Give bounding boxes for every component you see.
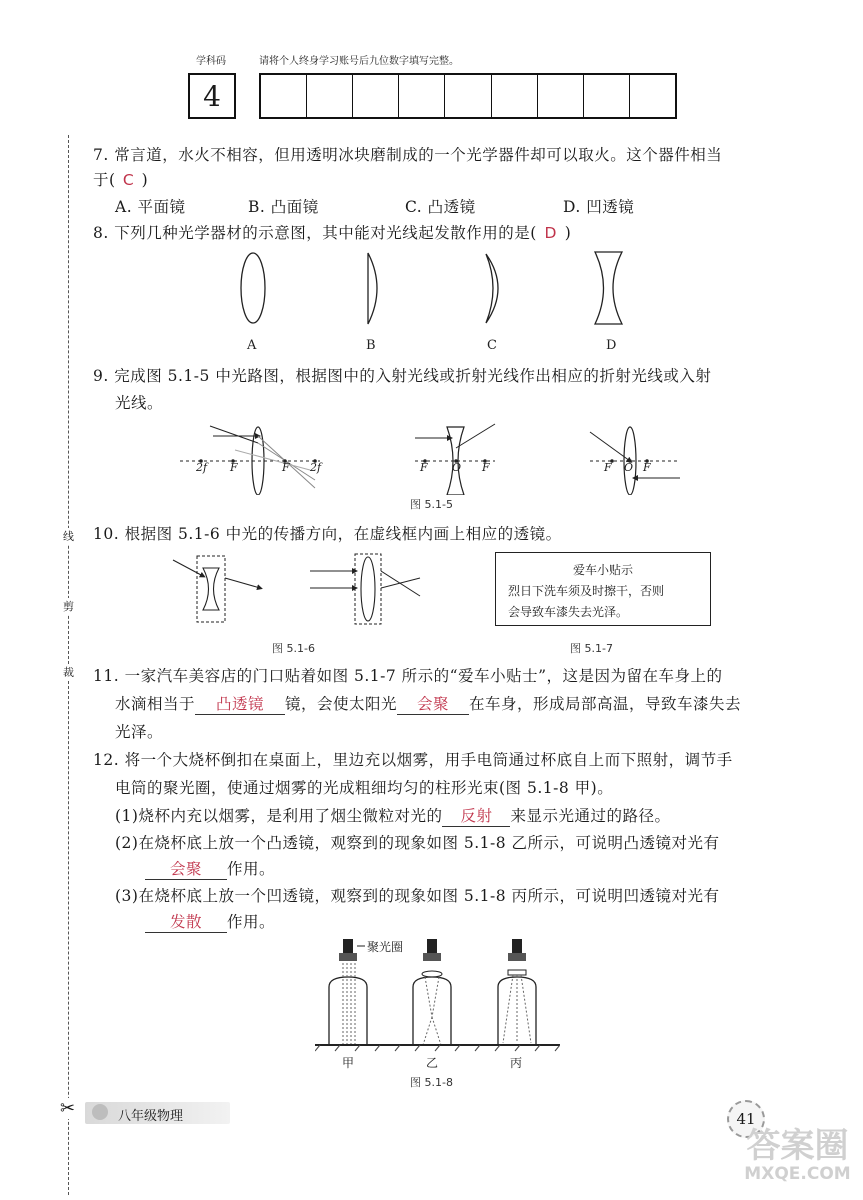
q10-text: 10. 根据图 5.1-6 中光的传播方向，在虚线框内画上相应的透镜。 xyxy=(93,525,562,543)
q12-part-2: (2)在烧杯底上放一个凸透镜，观察到的现象如图 5.1-8 乙所示，可说明凸透镜对光有 xyxy=(115,834,720,852)
header-instruction: 请将个人终身学习账号后九位数字填写完整。 xyxy=(259,56,459,67)
q9-label: F xyxy=(643,461,651,474)
page-number: 41 xyxy=(736,1110,756,1128)
q8-lens-figures xyxy=(220,248,640,330)
q8-label-a: A xyxy=(247,338,257,353)
q12-figure-caption: 图 5.1-8 xyxy=(410,1076,453,1089)
scissors-icon: ✂ xyxy=(60,1098,76,1119)
q12-part-2-answer: 会聚 作用。 xyxy=(145,857,275,880)
plano-convex-lens xyxy=(368,253,377,324)
q10-lens-boxes xyxy=(165,548,425,628)
cut-line-label: 线 xyxy=(63,530,74,543)
beaker-jia xyxy=(329,977,367,1045)
q7-answer: C xyxy=(122,171,135,189)
tip-line-2: 会导致车漆失去光泽。 xyxy=(508,605,629,619)
digit-box[interactable] xyxy=(492,75,538,117)
digit-box[interactable] xyxy=(307,75,353,117)
q9-text-cont: 光线。 xyxy=(115,394,164,412)
beaker-label-yi: 乙 xyxy=(426,1056,439,1070)
q10-figure-caption-left: 图 5.1-6 xyxy=(272,642,315,655)
digit-box[interactable] xyxy=(445,75,491,117)
biconvex-lens xyxy=(241,253,265,323)
footer-gear-icon xyxy=(92,1104,108,1120)
dashed-box xyxy=(197,556,225,622)
q11-blanks-line: 水滴相当于 凸透镜 镜，会使太阳光 会聚 在车身，形成局部高温，导致车漆失去 xyxy=(115,692,741,715)
q8-label-d: D xyxy=(606,338,617,353)
flashlight-icon xyxy=(423,939,441,961)
digit-box[interactable] xyxy=(584,75,630,117)
digit-box[interactable] xyxy=(353,75,399,117)
footer-book-title: 八年级物理 xyxy=(118,1109,184,1124)
q11-text-end: 光泽。 xyxy=(115,723,164,741)
subject-code-value: 4 xyxy=(203,79,221,113)
dashed-box-2 xyxy=(355,554,381,624)
digit-box[interactable] xyxy=(630,75,675,117)
beaker-label-jia: 甲 xyxy=(342,1056,355,1070)
q7-answer-line: 于( C ) xyxy=(93,171,149,189)
q11-blank-1: 凸透镜 xyxy=(195,692,285,715)
q12-blank-1: 反射 xyxy=(442,804,510,827)
q9-figure-caption: 图 5.1-5 xyxy=(410,498,453,511)
q12-part-3: (3)在烧杯底上放一个凹透镜，观察到的现象如图 5.1-8 丙所示，可说明凹透镜对光有 xyxy=(115,887,720,905)
convex-lens-answer xyxy=(361,557,375,621)
q9-label: F xyxy=(482,461,490,474)
subject-code-label: 学科码 xyxy=(196,56,226,67)
car-care-tip-box xyxy=(495,552,711,626)
q12-beaker-figure xyxy=(315,935,560,1055)
q8-label-b: B xyxy=(366,338,376,353)
q9-label: F xyxy=(230,461,238,474)
q12-part-1: (1)烧杯内充以烟雾，是利用了烟尘微粒对光的 反射 来显示光通过的路径。 xyxy=(115,804,670,827)
digit-box[interactable] xyxy=(538,75,584,117)
q9-label: 2f xyxy=(310,461,322,474)
account-number-boxes[interactable] xyxy=(259,73,677,119)
q9-label: 2f xyxy=(196,461,208,474)
q12-text: 12. 将一个大烧杯倒扣在桌面上，里边充以烟雾，用手电筒通过杯底自上而下照射，调节手 xyxy=(93,751,733,769)
q8-text: 8. 下列几种光学器材的示意图，其中能对光线起发散作用的是( D ) xyxy=(93,224,572,242)
flashlight-icon xyxy=(339,939,357,961)
cut-line-label: 裁 xyxy=(63,666,74,679)
digit-box[interactable] xyxy=(399,75,445,117)
q9-label: O xyxy=(452,461,462,474)
q9-text: 9. 完成图 5.1-5 中光路图，根据图中的入射光线或折射光线作出相应的折射光线或入射 xyxy=(93,367,712,385)
q7-option-b: B. 凸面镜 xyxy=(248,198,319,216)
q12-blank-2: 会聚 xyxy=(145,857,227,880)
q10-figure-caption-right: 图 5.1-7 xyxy=(570,642,613,655)
q7-option-d: D. 凹透镜 xyxy=(563,198,635,216)
q12-part-3-answer: 发散 作用。 xyxy=(145,910,275,933)
q8-label-c: C xyxy=(487,338,497,353)
cut-line-label: 剪 xyxy=(63,600,74,613)
q9-label: F xyxy=(420,461,428,474)
tip-title: 爱车小贴示 xyxy=(572,563,633,577)
q11-blank-2: 会聚 xyxy=(397,692,469,715)
q8-answer: D xyxy=(544,224,557,242)
subject-code-box xyxy=(188,73,236,119)
meniscus-lens xyxy=(486,254,498,323)
biconcave-lens xyxy=(595,252,622,324)
q7-option-c: C. 凸透镜 xyxy=(405,198,476,216)
q7-option-a: A. 平面镜 xyxy=(115,198,186,216)
q9-label: F xyxy=(282,461,290,474)
watermark-logo: 答案圈 MXQE.COM xyxy=(744,1126,851,1184)
flashlight-icon xyxy=(508,939,526,961)
q9-label: F xyxy=(604,461,612,474)
beaker-yi xyxy=(413,977,451,1045)
q11-text: 11. 一家汽车美容店的门口贴着如图 5.1-7 所示的“爱车小贴士”，这是因为留在车身上的 xyxy=(93,667,723,685)
q9-ray-diagrams xyxy=(175,410,685,495)
q12-blank-3: 发散 xyxy=(145,910,227,933)
q9-label: O xyxy=(624,461,634,474)
beaker-figure-label: 聚光圈 xyxy=(367,940,404,954)
q12-text-cont: 电筒的聚光圈，使通过烟雾的光成粗细均匀的柱形光束(图 5.1-8 甲)。 xyxy=(115,779,614,797)
beaker-label-bing: 丙 xyxy=(510,1056,523,1070)
concave-lens-answer xyxy=(203,568,219,610)
tip-line-1: 烈日下洗车须及时擦干，否则 xyxy=(508,584,665,598)
digit-box[interactable] xyxy=(261,75,307,117)
q7-text: 7. 常言道，水火不相容，但用透明冰块磨制成的一个光学器件却可以取火。这个器件相当 xyxy=(93,146,723,164)
